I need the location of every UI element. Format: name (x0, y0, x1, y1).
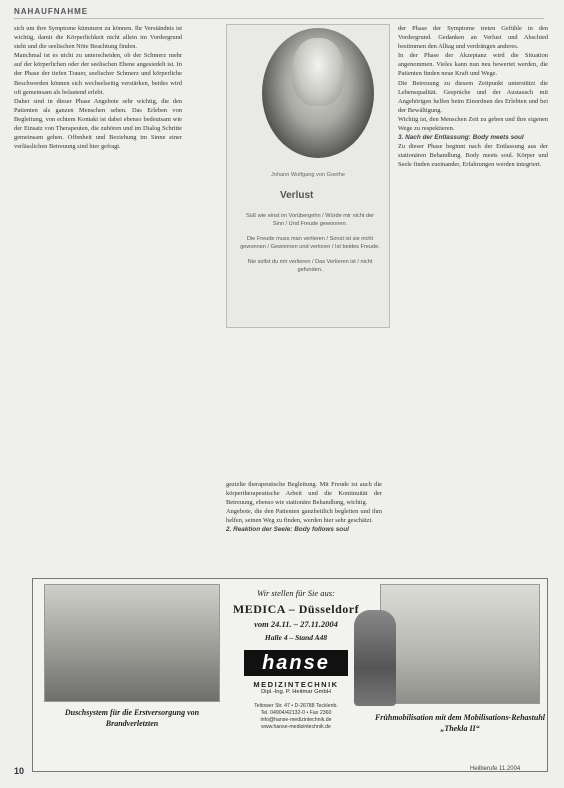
ad-address: Teltower Str. 47 • D-26788 Tecklenb. Tel. 04904/42132-0 • Fax 2360 info@hanse-medizintechnik.de www.hanse-medizintechnik.de (254, 703, 338, 730)
footer-source: Heilberufe 11.2004 (470, 766, 521, 772)
col3-closing: Zu dieser Phase beginnt nach der Entlassung aus der stationären Behandlung. Body meets soul. Körper und Seele finden zueinander, Erfahrungen werden integriert. (398, 143, 548, 169)
portrait-face (292, 38, 344, 106)
poem-stanza: Nie sollst du mir verlieren / Das Verlieren ist / nicht gefunden. (247, 258, 373, 274)
col3-paragraph: In der Phase der Akzeptanz wird die Situation angenommen. Vieles kann nun neu bewertet werden, die Patienten finden neue Kraft und Wege. (398, 52, 548, 78)
col1-paragraph: Manchmal ist es nicht zu unterscheiden, ob der Schmerz mehr auf der körperlichen oder der seelischen Ebene angesiedelt ist. In der Phase der tiefen Trauer, seelischer Schmerz und körperliche Beschwerden können sich wechselseitig verstärken, beides wird oft gemeinsam als belastend erlebt. (14, 52, 182, 96)
ad-dates: vom 24.11. – 27.11.2004 (254, 619, 338, 629)
ad-caption-left: Duschsystem für die Erstversorgung von Brandverletzten (64, 708, 200, 728)
col1-paragraph: sich um ihre Symptome kümmern zu können. Ihr Verständnis ist wichtig, damit die Körperlichkeit nicht allein im Vordergrund steht und die seelischen Nöte Beachtung finden. (14, 25, 182, 51)
col2-paragraph: gezielte therapeutische Begleitung. Mit Freude ist auch die körpertherapeutische Arbeit und die Kontinuität der Betreuung, ebenso wie stationäre Behandlung, wichtig. (226, 481, 382, 507)
page-number: 10 (14, 766, 25, 776)
column-2 (226, 480, 382, 576)
hanse-logo: hanse (244, 650, 348, 676)
shower-system-photo (44, 584, 220, 702)
ad-company-sub: Dipl.-Ing. P. Heitmar GmbH (261, 689, 331, 695)
product-photo-wheelchair (380, 584, 540, 704)
poem-body (240, 212, 380, 280)
poem-stanza: Die Freude muss man verlieren / Sonst ist sie nicht gewonnen / Gewonnen und verloren / Ist beides Freude. (240, 235, 380, 251)
col3-paragraph: Die Betreuung zu diesem Zeitpunkt unterstützt die Lebensqualität. Gespräche und der Austausch mit Angehörigen helfen beim Einordnen des Erlebten und bei der Bewältigung. (398, 79, 548, 114)
col3-paragraph: Wichtig ist, den Menschen Zeit zu geben und ihre eigenen Wege zu respektieren. (398, 115, 548, 133)
col3-subheading: 3. Nach der Entlassung: Body meets soul (398, 134, 524, 142)
section-header: NAHAUFNAHME (14, 7, 89, 16)
col2-paragraph: Angebote, die den Patienten ganzheitlich begleiten und ihm helfen, seinen Weg zu finden, werden hier sehr geschätzt. (226, 508, 382, 525)
portrait-caption: Johann Wolfgang von Goethe (271, 172, 345, 178)
column-1 (14, 24, 182, 574)
header-rule (14, 18, 544, 19)
ad-caption-right: Frühmobilisation mit dem Mobilisations-Rehastuhl „Thekla II“ (374, 713, 546, 733)
ad-company: MEDIZINTECHNIK (253, 680, 339, 689)
ad-hall: Halle 4 – Stand A48 (264, 633, 328, 642)
ad-event: MEDICA – Düsseldorf (232, 602, 360, 616)
column-3 (398, 24, 548, 574)
col2-subheading: 2. Reaktion der Seele: Body follows soul (226, 526, 349, 534)
ad-intro: Wir stellen für Sie aus: (257, 588, 335, 598)
poem-stanza: Süß wie einst im Vorübergehn / Würde mir nicht der Sinn / Und Freude gewonnen. (245, 213, 375, 228)
poem-title: Verlust (280, 190, 314, 201)
col1-paragraph: Daher sind in dieser Phase Angebote sehr wichtig, die den Patienten als ganzen Menschen sehen. Das Erleben von Begleitung, von echtem Kontakt ist dabei ebenso bedeutsam wie der Einsatz von Therapeuten, die zuhören und im Dialog Schritte gemeinsam gehen. Offenheit und Beziehung im Sinne einer verlässlichen Betreuung sind hier gefragt. (14, 97, 182, 151)
col3-paragraph: der Phase der Symptome treten Gefühle in den Vordergrund. Gedanken an Verlust und Abschied bestimmen den Alltag und verdrängen anderes. (398, 25, 548, 51)
